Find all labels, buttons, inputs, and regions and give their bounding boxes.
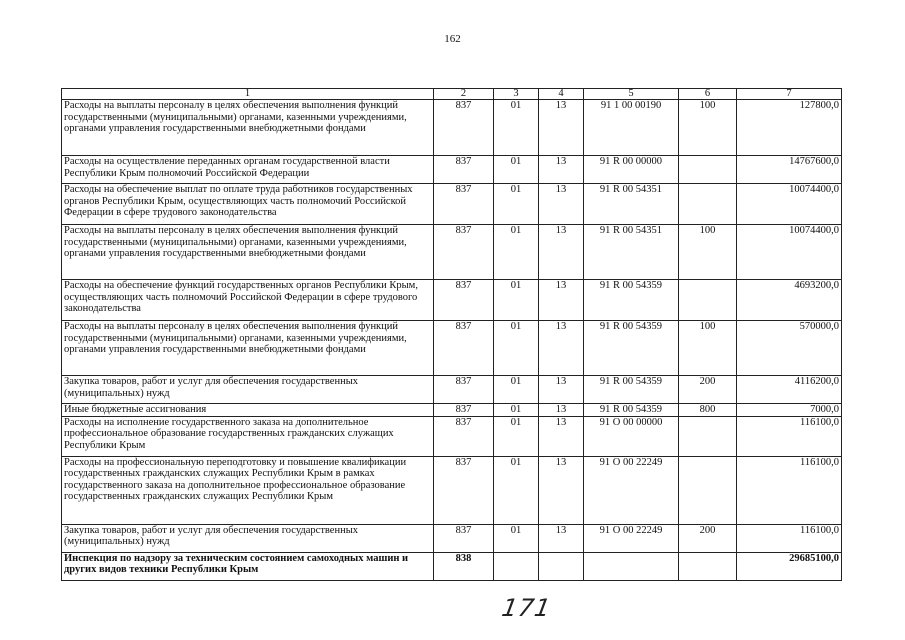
row-amount: 4693200,0 [737, 280, 842, 321]
row-code-expense-type [679, 552, 737, 580]
row-code-section: 01 [494, 280, 539, 321]
row-code-section: 01 [494, 184, 539, 225]
row-code-section: 01 [494, 524, 539, 552]
row-name: Закупка товаров, работ и услуг для обеспечения государственных (муниципальных) нужд [62, 376, 434, 404]
row-amount: 10074400,0 [737, 225, 842, 280]
column-header: 6 [679, 89, 737, 100]
row-code-section: 01 [494, 225, 539, 280]
row-code-target: 91 R 00 54351 [584, 225, 679, 280]
row-amount: 10074400,0 [737, 184, 842, 225]
row-code-expense-type: 200 [679, 376, 737, 404]
row-code-section [494, 552, 539, 580]
row-code-admin: 837 [434, 280, 494, 321]
row-code-expense-type [679, 280, 737, 321]
table-row [62, 280, 842, 321]
row-name: Инспекция по надзору за техническим состоянием самоходных машин и других видов техники Республики Крым [62, 552, 434, 580]
row-code-expense-type [679, 456, 737, 524]
row-code-subsection: 13 [539, 456, 584, 524]
column-header: 7 [737, 89, 842, 100]
row-code-section: 01 [494, 156, 539, 184]
table-row [62, 376, 842, 404]
row-name: Расходы на осуществление переданных органам государственной власти Республики Крым полномочий Российской Федерации [62, 156, 434, 184]
column-header: 1 [62, 89, 434, 100]
row-code-admin: 837 [434, 156, 494, 184]
page-number: 162 [444, 33, 461, 45]
row-code-admin: 837 [434, 184, 494, 225]
row-code-expense-type [679, 184, 737, 225]
column-header: 4 [539, 89, 584, 100]
table-row [62, 456, 842, 524]
row-code-admin: 838 [434, 552, 494, 580]
row-code-target: 91 R 00 54359 [584, 404, 679, 417]
handwritten-page-note: 171 [499, 594, 554, 622]
row-code-admin: 837 [434, 416, 494, 456]
row-name: Иные бюджетные ассигнования [62, 404, 434, 417]
row-code-section: 01 [494, 100, 539, 156]
row-code-subsection: 13 [539, 416, 584, 456]
table-row [62, 321, 842, 376]
row-code-section: 01 [494, 321, 539, 376]
header-row [62, 89, 842, 100]
table-row [62, 552, 842, 580]
row-name: Закупка товаров, работ и услуг для обеспечения государственных (муниципальных) нужд [62, 524, 434, 552]
row-code-section: 01 [494, 416, 539, 456]
row-amount: 29685100,0 [737, 552, 842, 580]
row-amount: 116100,0 [737, 524, 842, 552]
row-code-subsection: 13 [539, 404, 584, 417]
row-code-admin: 837 [434, 376, 494, 404]
row-code-subsection: 13 [539, 280, 584, 321]
row-amount: 7000,0 [737, 404, 842, 417]
budget-table [61, 88, 842, 581]
row-code-admin: 837 [434, 321, 494, 376]
row-code-admin: 837 [434, 100, 494, 156]
row-code-target: 91 R 00 54359 [584, 321, 679, 376]
row-code-section: 01 [494, 456, 539, 524]
row-code-subsection: 13 [539, 225, 584, 280]
column-header: 5 [584, 89, 679, 100]
row-code-subsection: 13 [539, 376, 584, 404]
row-code-target: 91 R 00 00000 [584, 156, 679, 184]
row-code-admin: 837 [434, 524, 494, 552]
row-name: Расходы на выплаты персоналу в целях обеспечения выполнения функций государственными (муниципальными) органами, казенными учреждениями, органами управления государственными внебюджетными фондами [62, 321, 434, 376]
table-row [62, 225, 842, 280]
row-code-target: 91 R 00 54359 [584, 280, 679, 321]
row-code-target: 91 1 00 00190 [584, 100, 679, 156]
row-code-admin: 837 [434, 225, 494, 280]
row-code-subsection: 13 [539, 321, 584, 376]
table-row [62, 184, 842, 225]
row-code-target [584, 552, 679, 580]
row-code-admin: 837 [434, 456, 494, 524]
row-code-expense-type: 100 [679, 100, 737, 156]
table-row [62, 416, 842, 456]
row-code-target: 91 O 00 00000 [584, 416, 679, 456]
row-amount: 127800,0 [737, 100, 842, 156]
row-code-expense-type: 100 [679, 225, 737, 280]
row-code-expense-type: 200 [679, 524, 737, 552]
row-name: Расходы на обеспечение функций государственных органов Республики Крым, осуществляющих часть полномочий Российской Федерации в сфере трудового законодательства [62, 280, 434, 321]
row-amount: 14767600,0 [737, 156, 842, 184]
row-code-subsection [539, 552, 584, 580]
row-code-expense-type [679, 156, 737, 184]
row-code-admin: 837 [434, 404, 494, 417]
row-code-expense-type: 100 [679, 321, 737, 376]
column-header: 2 [434, 89, 494, 100]
row-code-target: 91 R 00 54351 [584, 184, 679, 225]
row-code-target: 91 O 00 22249 [584, 524, 679, 552]
row-code-section: 01 [494, 376, 539, 404]
column-header: 3 [494, 89, 539, 100]
row-code-expense-type [679, 416, 737, 456]
row-name: Расходы на исполнение государственного заказа на дополнительное профессиональное образование государственных гражданских служащих Республики Крым [62, 416, 434, 456]
row-amount: 570000,0 [737, 321, 842, 376]
row-code-subsection: 13 [539, 156, 584, 184]
row-code-subsection: 13 [539, 524, 584, 552]
row-code-subsection: 13 [539, 100, 584, 156]
row-code-target: 91 O 00 22249 [584, 456, 679, 524]
row-name: Расходы на обеспечение выплат по оплате труда работников государственных органов Республики Крым, осуществляющих часть полномочий Российской Федерации в сфере трудового законодательства [62, 184, 434, 225]
row-code-section: 01 [494, 404, 539, 417]
row-name: Расходы на выплаты персоналу в целях обеспечения выполнения функций государственными (муниципальными) органами, казенными учреждениями, органами управления государственными внебюджетными фондами [62, 225, 434, 280]
row-code-subsection: 13 [539, 184, 584, 225]
row-amount: 116100,0 [737, 456, 842, 524]
table-row [62, 100, 842, 156]
row-name: Расходы на профессиональную переподготовку и повышение квалификации государственных гражданских служащих Республики Крым в рамках государственного заказа на дополнительное профессиональное образование государственных гражданских служащих Республики Крым [62, 456, 434, 524]
table-row [62, 524, 842, 552]
table-row [62, 156, 842, 184]
table-row [62, 404, 842, 417]
row-code-expense-type: 800 [679, 404, 737, 417]
row-name: Расходы на выплаты персоналу в целях обеспечения выполнения функций государственными (муниципальными) органами, казенными учреждениями, органами управления государственными внебюджетными фондами [62, 100, 434, 156]
row-amount: 116100,0 [737, 416, 842, 456]
row-code-target: 91 R 00 54359 [584, 376, 679, 404]
row-amount: 4116200,0 [737, 376, 842, 404]
